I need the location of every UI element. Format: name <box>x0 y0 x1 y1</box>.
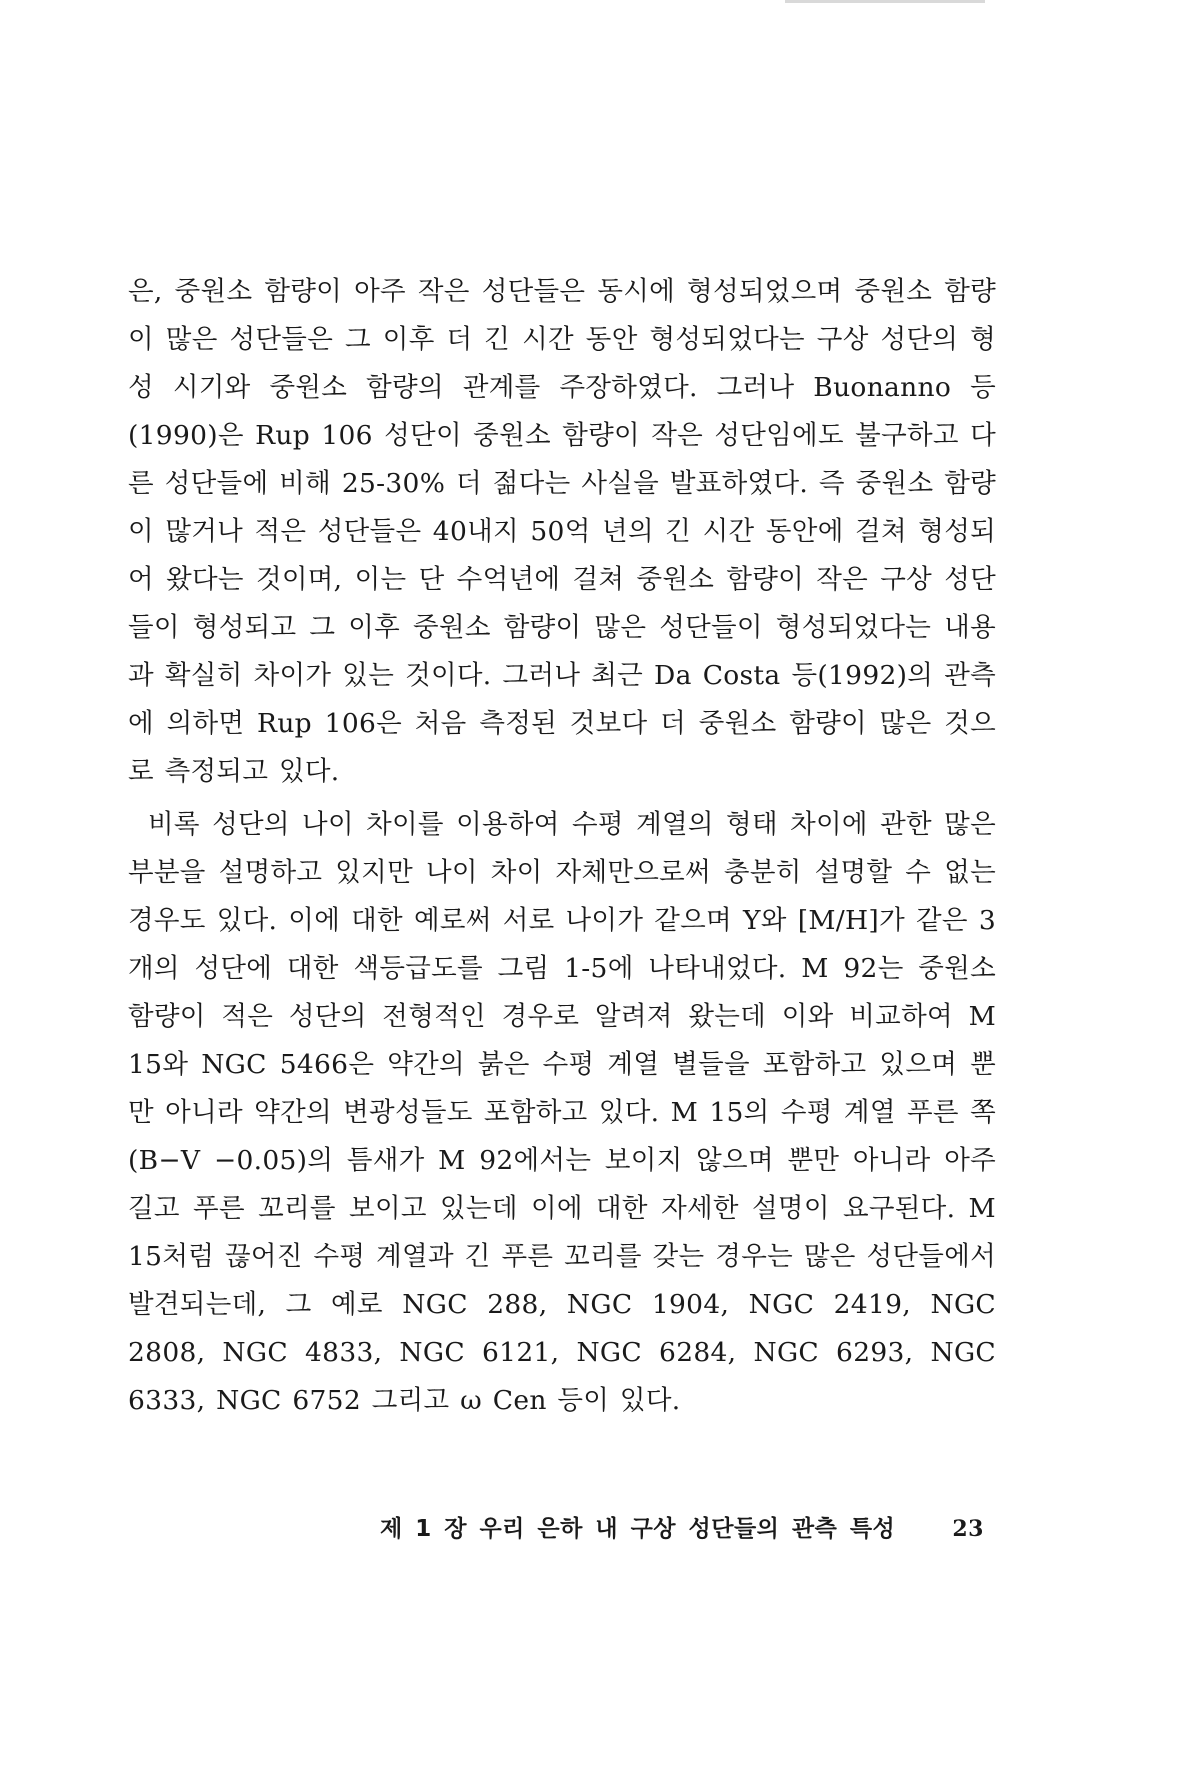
page-body <box>128 268 996 1425</box>
running-title: 제 1 장 우리 은하 내 구상 성단들의 관측 특성 <box>380 1516 896 1542</box>
body-paragraph-2: 비록 성단의 나이 차이를 이용하여 수평 계열의 형태 차이에 관한 많은 부분을 설명하고 있지만 나이 차이 자체만으로써 충분히 설명할 수 없는 경우도 있다. 이에 대한 예로써 서로 나이가 같으며 Y와 [M/H]가 같은 3개의 성단에 대한 색등급도를 그림 1-5에 나타내었다. M 92는 중원소 함량이 적은 성단의 전형적인 경우로 알려져 왔는데 이와 비교하여 M 15와 NGC 5466은 약간의 붉은 수평 계열 별들을 포함하고 있으며 뿐만 아니라 약간의 변광성들도 포함하고 있다. M 15의 수평 계열 푸른 쪽(B−V −0.05)의 틈새가 M 92에서는 보이지 않으며 뿐만 아니라 아주 길고 푸른 꼬리를 보이고 있는데 이에 대한 자세한 설명이 요구된다. M 15처럼 끊어진 수평 계열과 긴 푸른 꼬리를 갖는 경우는 많은 성단들에서 발견되는데, 그 예로 NGC 288, NGC 1904, NGC 2419, NGC 2808, NGC 4833, NGC 6121, NGC 6284, NGC 6293, NGC 6333, NGC 6752 그리고 ω Cen 등이 있다. <box>128 809 996 1416</box>
page-footer <box>380 1510 984 1543</box>
page-number: 23 <box>952 1516 984 1542</box>
top-edge-rule <box>785 0 985 3</box>
body-paragraph-1: 은, 중원소 함량이 아주 작은 성단들은 동시에 형성되었으며 중원소 함량이 많은 성단들은 그 이후 더 긴 시간 동안 형성되었다는 구상 성단의 형성 시기와 중원소 함량의 관계를 주장하였다. 그러나 Buonanno 등(1990)은 Rup 106 성단이 중원소 함량이 작은 성단임에도 불구하고 다른 성단들에 비해 25-30% 더 젊다는 사실을 발표하였다. 즉 중원소 함량이 많거나 적은 성단들은 40내지 50억 년의 긴 시간 동안에 걸쳐 형성되어 왔다는 것이며, 이는 단 수억년에 걸쳐 중원소 함량이 작은 구상 성단들이 형성되고 그 이후 중원소 함량이 많은 성단들이 형성되었다는 내용과 확실히 차이가 있는 것이다. 그러나 최근 Da Costa 등(1992)의 관측에 의하면 Rup 106은 처음 측정된 것보다 더 중원소 함량이 많은 것으로 측정되고 있다. <box>128 276 996 787</box>
